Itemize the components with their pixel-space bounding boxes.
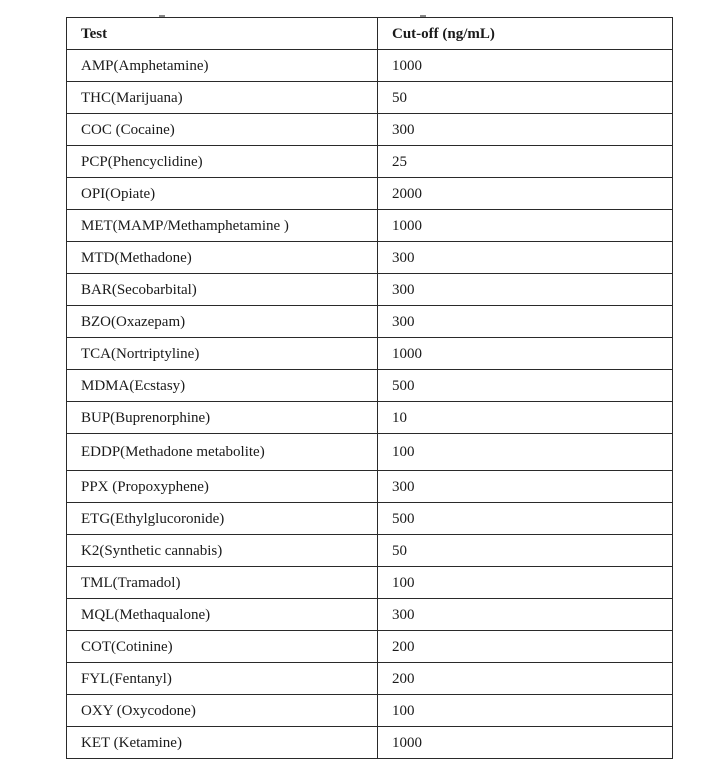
column-header-test: Test: [67, 18, 378, 50]
test-name-cell: ETG(Ethylglucoronide): [67, 503, 378, 535]
cutoff-value-cell: 100: [378, 695, 673, 727]
test-name-cell: K2(Synthetic cannabis): [67, 535, 378, 567]
cutoff-value-cell: 1000: [378, 50, 673, 82]
table-row: [67, 567, 673, 599]
table-row: [67, 631, 673, 663]
table-row: [67, 434, 673, 471]
table-row: [67, 503, 673, 535]
table-row: [67, 663, 673, 695]
table-row: [67, 338, 673, 370]
cutoff-value-cell: 50: [378, 82, 673, 114]
test-name-cell: TCA(Nortriptyline): [67, 338, 378, 370]
test-name-cell: OXY (Oxycodone): [67, 695, 378, 727]
test-name-cell: FYL(Fentanyl): [67, 663, 378, 695]
cutoff-value-cell: 300: [378, 306, 673, 338]
column-header-cutoff: Cut-off (ng/mL): [378, 18, 673, 50]
cutoff-value-cell: 50: [378, 535, 673, 567]
table-row: [67, 306, 673, 338]
cutoff-value-cell: 100: [378, 434, 673, 471]
drug-cutoff-table-container: [66, 17, 672, 759]
cutoff-value-cell: 2000: [378, 178, 673, 210]
test-name-cell: KET (Ketamine): [67, 727, 378, 759]
test-name-cell: BZO(Oxazepam): [67, 306, 378, 338]
table-row: [67, 210, 673, 242]
test-name-cell: AMP(Amphetamine): [67, 50, 378, 82]
test-name-cell: MET(MAMP/Methamphetamine ): [67, 210, 378, 242]
cutoff-value-cell: 1000: [378, 338, 673, 370]
cutoff-value-cell: 500: [378, 503, 673, 535]
table-header-row: [67, 18, 673, 50]
cutoff-value-cell: 200: [378, 631, 673, 663]
test-name-cell: BAR(Secobarbital): [67, 274, 378, 306]
test-name-cell: MQL(Methaqualone): [67, 599, 378, 631]
cutoff-value-cell: 300: [378, 274, 673, 306]
table-row: [67, 695, 673, 727]
cutoff-value-cell: 300: [378, 599, 673, 631]
test-name-cell: MDMA(Ecstasy): [67, 370, 378, 402]
cutoff-value-cell: 500: [378, 370, 673, 402]
cutoff-value-cell: 300: [378, 242, 673, 274]
cutoff-value-cell: 300: [378, 114, 673, 146]
cutoff-value-cell: 200: [378, 663, 673, 695]
test-name-cell: TML(Tramadol): [67, 567, 378, 599]
table-row: [67, 146, 673, 178]
test-name-cell: COC (Cocaine): [67, 114, 378, 146]
table-row: [67, 727, 673, 759]
test-name-cell: BUP(Buprenorphine): [67, 402, 378, 434]
test-name-cell: OPI(Opiate): [67, 178, 378, 210]
table-row: [67, 471, 673, 503]
test-name-cell: PPX (Propoxyphene): [67, 471, 378, 503]
table-row: [67, 535, 673, 567]
cutoff-value-cell: 1000: [378, 727, 673, 759]
drug-cutoff-table: [66, 17, 673, 759]
cutoff-value-cell: 100: [378, 567, 673, 599]
cutoff-value-cell: 25: [378, 146, 673, 178]
cutoff-value-cell: 1000: [378, 210, 673, 242]
table-row: [67, 50, 673, 82]
cutoff-value-cell: 300: [378, 471, 673, 503]
test-name-cell: COT(Cotinine): [67, 631, 378, 663]
table-row: [67, 274, 673, 306]
test-name-cell: EDDP(Methadone metabolite): [67, 434, 378, 471]
table-row: [67, 82, 673, 114]
table-row: [67, 178, 673, 210]
test-name-cell: THC(Marijuana): [67, 82, 378, 114]
table-row: [67, 114, 673, 146]
test-name-cell: PCP(Phencyclidine): [67, 146, 378, 178]
table-row: [67, 242, 673, 274]
table-row: [67, 599, 673, 631]
table-row: [67, 370, 673, 402]
test-name-cell: MTD(Methadone): [67, 242, 378, 274]
cutoff-value-cell: 10: [378, 402, 673, 434]
table-row: [67, 402, 673, 434]
